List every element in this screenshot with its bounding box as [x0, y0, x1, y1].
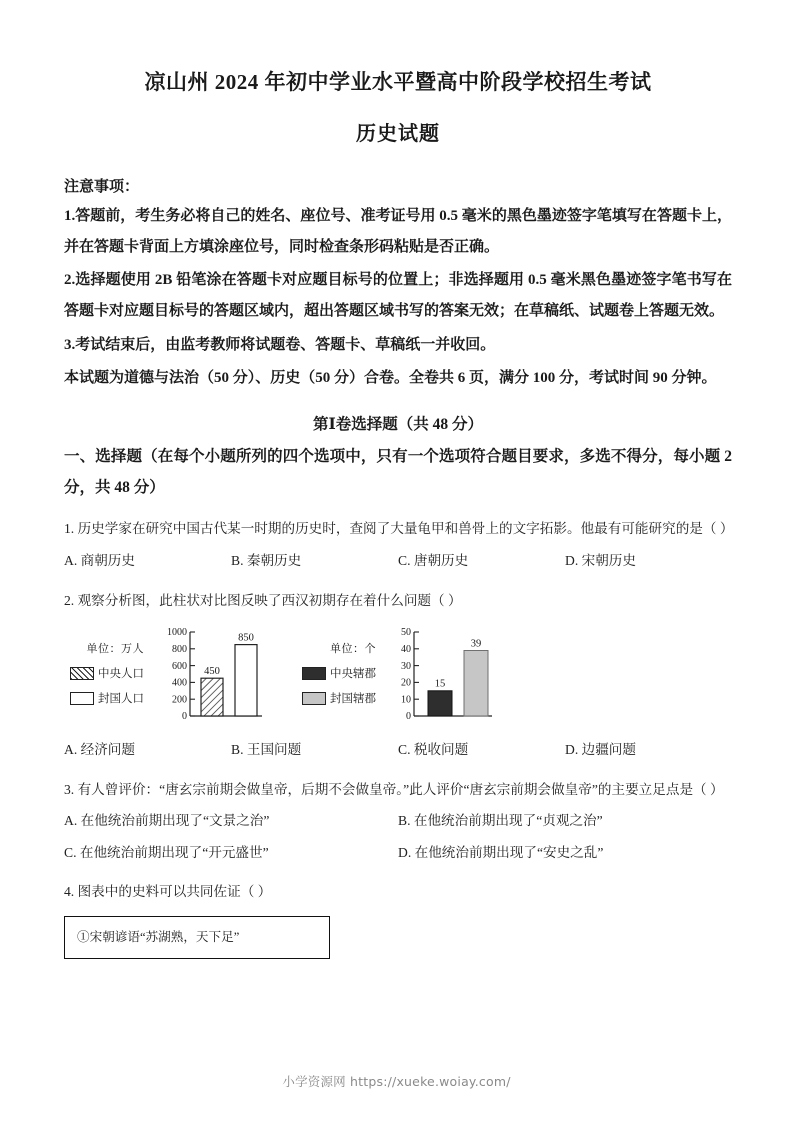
chart-population-ytick-1000: 1000 — [167, 627, 187, 639]
question-3-option-c[interactable]: C. 在他统治前期出现了“开元盛世” — [64, 844, 269, 860]
chart-population-legend-label-fiefdom: 封国人口 — [98, 693, 144, 706]
chart-population-ytick-200: 200 — [172, 694, 187, 706]
chart-population-bar-fiefdom — [235, 645, 257, 716]
part-one-title: 第Ⅰ卷选择题（共 48 分） — [312, 416, 483, 434]
notice-item-2: 2.选择题使用 2B 铅笔涂在答题卡对应题目标号的位置上；非选择题用 0.5 毫米黑色墨迹签字笔书写在答题卡对应题目标号的答题区域内，超出答题区域书写的答案无效；在草稿纸、试题卷上答题无效。 — [64, 272, 732, 320]
chart-commanderies-ytick-0: 0 — [406, 711, 411, 723]
chart-population-label-fiefdom: 850 — [238, 632, 254, 644]
section-intro: 一、选择题（在每个小题所列的四个选项中，只有一个选项符合题目要求，多选不得分，每小题 2 分，共 48 分） — [64, 448, 732, 497]
chart-commanderies-unit: 单位：个 — [330, 643, 376, 656]
footer-watermark: 小学资源网 https://xueke.woiay.com/ — [282, 1074, 511, 1089]
question-3-stem: 3. 有人曾评价：“唐玄宗前期会做皇帝，后期不会做皇帝。”此人评价“唐玄宗前期会做皇帝”的主要立足点是（ ） — [64, 781, 724, 797]
hatched-swatch-icon — [70, 667, 94, 680]
page-title: 凉山州 2024 年初中学业水平暨高中阶段学校招生考试 — [144, 70, 652, 94]
notice-summary: 本试题为道德与法治（50 分）、历史（50 分）合卷。全卷共 6 页，满分 100 分，考试时间 90 分钟。 — [64, 369, 717, 386]
notice-heading: 注意事项： — [64, 179, 140, 196]
question-3-option-a[interactable]: A. 在他统治前期出现了“文景之治” — [64, 813, 270, 829]
notice-item-1: 1.答题前，考生务必将自己的姓名、座位号、准考证号用 0.5 毫米的黑色墨迹签字笔填写在答题卡上，并在答题卡背面上方填涂座位号，同时检查条形码粘贴是否正确。 — [64, 207, 732, 256]
question-1-option-d[interactable]: D. 宋朝历史 — [565, 553, 636, 569]
chart-population — [70, 626, 264, 728]
chart-commanderies-legend-item-fiefdom — [302, 690, 376, 706]
question-2-option-b[interactable]: B. 王国问题 — [231, 742, 302, 758]
chart-population-ytick-400: 400 — [172, 677, 187, 689]
chart-commanderies-bar-fiefdom — [464, 651, 488, 717]
question-1-option-a[interactable]: A. 商朝历史 — [64, 553, 135, 569]
chart-commanderies-ytick-30: 30 — [401, 661, 411, 673]
question-1-option-c[interactable]: C. 唐朝历史 — [398, 553, 469, 569]
question-2-stem: 2. 观察分析图，此柱状对比图反映了西汉初期存在着什么问题（ ） — [64, 592, 462, 608]
question-2-option-a[interactable]: A. 经济问题 — [64, 742, 135, 758]
chart-population-ytick-600: 600 — [172, 661, 187, 673]
question-2-options — [64, 736, 732, 763]
dark-swatch-icon — [302, 667, 326, 680]
question-2-option-d[interactable]: D. 边疆问题 — [565, 742, 636, 758]
chart-commanderies-plot — [384, 626, 496, 728]
white-swatch-icon — [70, 692, 94, 705]
chart-population-legend-item-central — [70, 665, 144, 681]
chart-commanderies-bar-central — [428, 691, 452, 716]
chart-commanderies-ytick-20: 20 — [401, 677, 411, 689]
chart-commanderies-svg — [384, 626, 496, 728]
chart-population-ytick-800: 800 — [172, 644, 187, 656]
question-2-figure — [64, 626, 732, 728]
chart-commanderies-ytick-10: 10 — [401, 694, 411, 706]
chart-population-bar-central — [201, 679, 223, 717]
chart-commanderies-ytick-50: 50 — [401, 627, 411, 639]
chart-population-legend — [70, 626, 144, 715]
question-3-options-row-2 — [64, 839, 732, 866]
chart-population-legend-label-central: 中央人口 — [98, 668, 144, 681]
question-1-option-b[interactable]: B. 秦朝历史 — [231, 553, 302, 569]
page-content — [64, 0, 732, 959]
chart-commanderies-legend-label-fiefdom: 封国辖郡 — [330, 693, 376, 706]
chart-commanderies-label-central: 15 — [434, 678, 446, 690]
chart-population-ytick-0: 0 — [182, 711, 187, 723]
question-2-option-c[interactable]: C. 税收问题 — [398, 742, 469, 758]
gray-swatch-icon — [302, 692, 326, 705]
page-subtitle: 历史试题 — [356, 123, 440, 146]
chart-commanderies-ytick-40: 40 — [401, 644, 411, 656]
chart-commanderies-label-fiefdom: 39 — [470, 638, 482, 650]
question-4-source-box — [64, 916, 330, 959]
question-1-stem: 1. 历史学家在研究中国古代某一时期的历史时，查阅了大量龟甲和兽骨上的文字拓影。他最有可能研究的是（ ） — [64, 521, 734, 537]
question-4-source-item-1: ①宋朝谚语“苏湖熟，天下足” — [77, 929, 240, 944]
chart-commanderies-legend-label-central: 中央辖郡 — [330, 668, 376, 681]
question-4-stem: 4. 图表中的史料可以共同佐证（ ） — [64, 883, 272, 899]
chart-population-plot — [152, 626, 264, 728]
chart-commanderies-legend — [302, 626, 376, 715]
question-1-options — [64, 547, 732, 574]
chart-commanderies-legend-item-central — [302, 665, 376, 681]
chart-commanderies — [302, 626, 496, 728]
notice-item-3: 3.考试结束后，由监考教师将试题卷、答题卡、草稿纸一并收回。 — [64, 336, 496, 353]
chart-population-svg — [152, 626, 264, 728]
chart-population-unit: 单位：万人 — [86, 643, 144, 656]
chart-population-legend-item-fiefdom — [70, 690, 144, 706]
chart-population-label-central: 450 — [204, 666, 220, 678]
question-3-options-row-1 — [64, 807, 732, 834]
question-3-option-b[interactable]: B. 在他统治前期出现了“贞观之治” — [398, 813, 603, 829]
question-3-option-d[interactable]: D. 在他统治前期出现了“安史之乱” — [398, 844, 604, 860]
